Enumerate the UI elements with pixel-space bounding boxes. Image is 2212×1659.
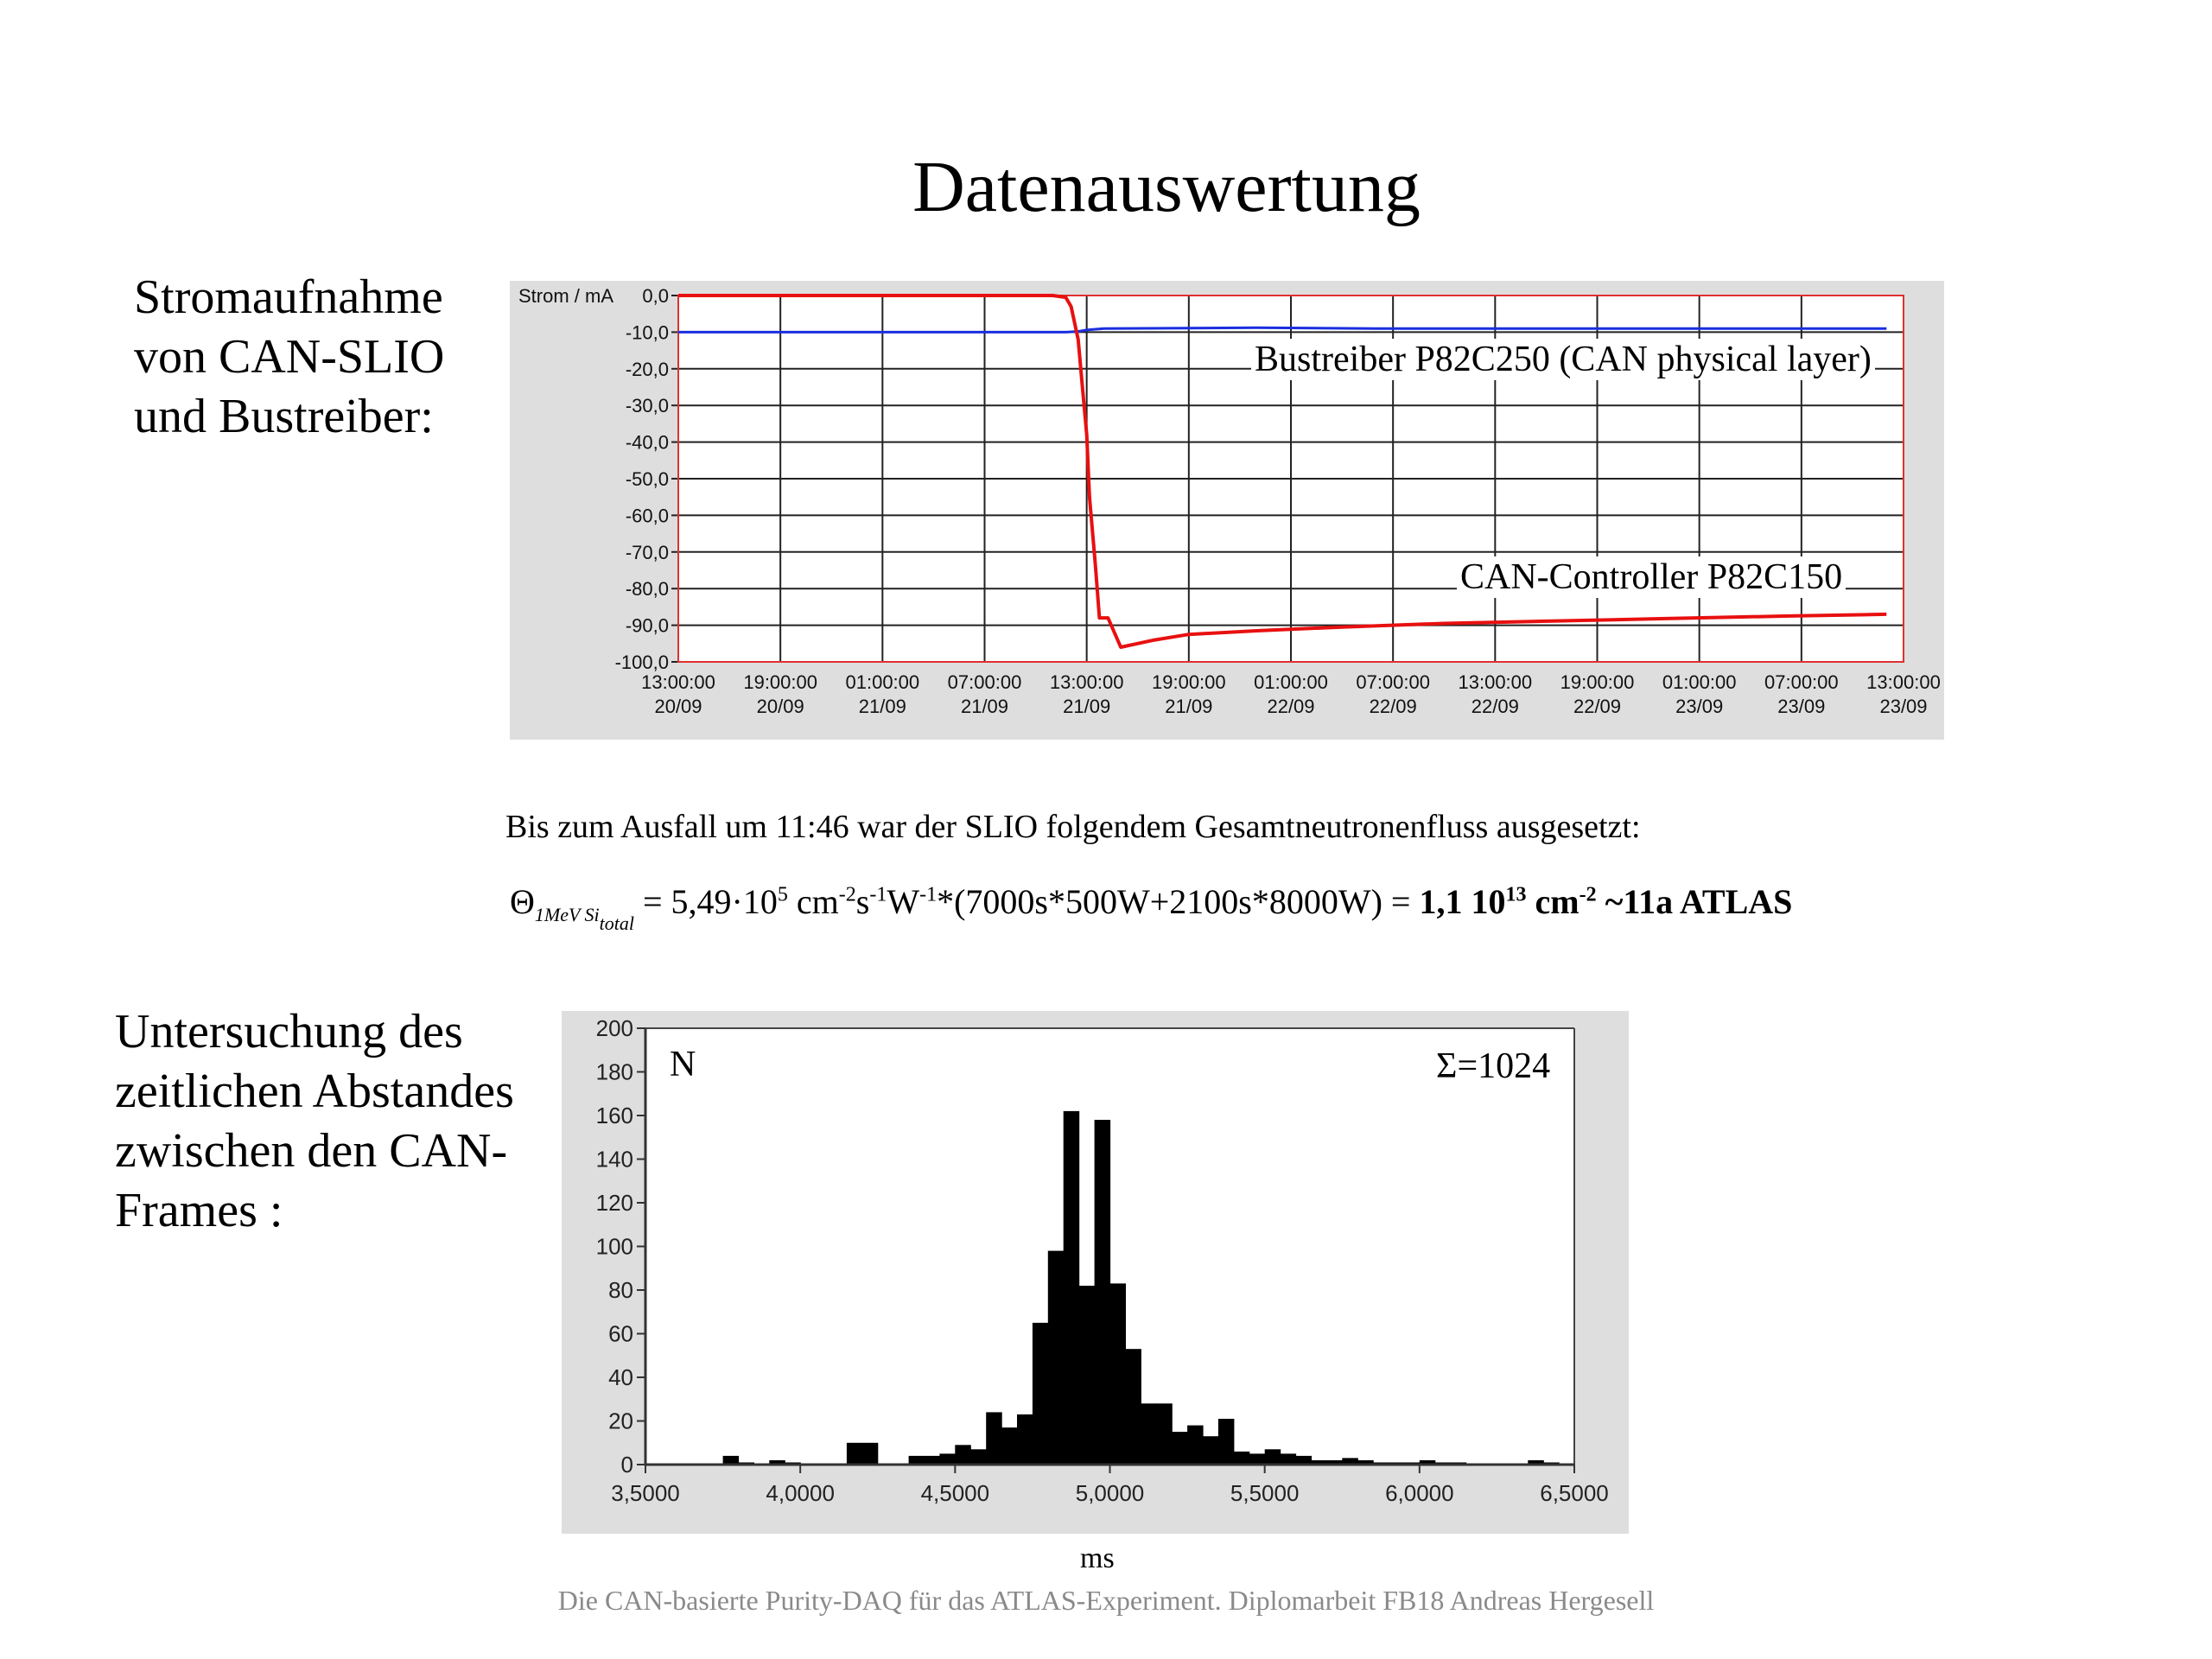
formula-part: s [855, 882, 870, 921]
section-label-line: von CAN-SLIO [134, 330, 445, 384]
y-tick-label: -100,0 [614, 652, 669, 673]
x-tick-label: 23/09 [1879, 696, 1928, 717]
histogram-bar [1203, 1436, 1219, 1465]
histogram-bar [1125, 1349, 1141, 1465]
x-tick-label: 07:00:00 [1356, 671, 1430, 693]
histogram-bar [862, 1443, 879, 1465]
histogram-bar [1033, 1323, 1049, 1465]
section-label-line: und Bustreiber: [134, 390, 434, 443]
histogram-panel [562, 1011, 1629, 1534]
x-tick-label: 4,0000 [766, 1480, 835, 1506]
theta-symbol: Θ [510, 882, 535, 921]
x-tick-label: 13:00:00 [641, 671, 715, 693]
histogram-bar [1281, 1453, 1297, 1465]
formula-exponent: 5 [777, 883, 788, 906]
x-tick-label: 01:00:00 [1254, 671, 1328, 693]
histogram-bar [970, 1449, 987, 1465]
histogram-bar [909, 1456, 925, 1465]
y-tick-label: -10,0 [625, 321, 669, 344]
histogram-bar [986, 1412, 1002, 1465]
y-tick-label: 200 [595, 1015, 633, 1041]
histogram-bar [1296, 1456, 1313, 1465]
histogram-bar [1172, 1432, 1188, 1465]
x-tick-label: 21/09 [1063, 696, 1111, 717]
page-title: Datenauswertung [912, 147, 1421, 227]
x-tick-label: 13:00:00 [1458, 671, 1533, 693]
x-tick-label: 4,5000 [920, 1480, 990, 1506]
section-label-line: Frames : [115, 1184, 283, 1237]
histogram-bar [1218, 1419, 1235, 1465]
y-tick-label: -20,0 [625, 358, 669, 380]
x-tick-label: 22/09 [1369, 696, 1417, 717]
series-label-bustreiber: Bustreiber P82C250 (CAN physical layer) [1251, 339, 1875, 380]
histogram-bar [1141, 1403, 1157, 1465]
x-tick-label: 22/09 [1573, 696, 1622, 717]
formula-exponent: -1 [869, 883, 887, 906]
histogram-bar [1001, 1427, 1018, 1465]
x-tick-label: 01:00:00 [845, 671, 920, 693]
y-tick-label: 0,0 [642, 285, 669, 307]
histogram-bar [955, 1445, 971, 1465]
y-tick-label: 20 [608, 1408, 633, 1434]
histogram-ylabel: N [670, 1045, 696, 1084]
x-tick-label: 22/09 [1471, 696, 1519, 717]
formula-part: 1,1 10 [1419, 882, 1506, 921]
histogram-chart [562, 1011, 1629, 1534]
histogram-xlabel: ms [1080, 1542, 1115, 1574]
formula-part: cm [787, 882, 839, 921]
y-tick-label: 0 [620, 1452, 633, 1478]
formula-part: = 5,49·10 [633, 882, 778, 921]
x-tick-label: 6,0000 [1385, 1480, 1454, 1506]
y-tick-label: 100 [595, 1233, 633, 1260]
formula-exponent: -2 [1579, 883, 1597, 906]
y-tick-label: -80,0 [625, 578, 669, 601]
x-tick-label: 13:00:00 [1049, 671, 1124, 693]
x-tick-label: 21/09 [1165, 696, 1213, 717]
histogram-bar [1017, 1414, 1033, 1465]
x-tick-label: 20/09 [654, 696, 702, 717]
formula-part: *(7000s*500W+2100s*8000W) = [937, 882, 1420, 921]
theta-subscript: 1MeV Si [534, 904, 600, 925]
histogram-bar [939, 1453, 956, 1465]
x-tick-label: 23/09 [1675, 696, 1724, 717]
x-tick-label: 22/09 [1267, 696, 1315, 717]
x-tick-label: 19:00:00 [1560, 671, 1635, 693]
y-tick-label: 140 [595, 1146, 633, 1173]
histogram-bar [1156, 1403, 1173, 1465]
y-tick-label: -70,0 [625, 541, 669, 563]
y-tick-label: 60 [608, 1320, 633, 1347]
histogram-bar [1234, 1452, 1250, 1465]
histogram-bar [847, 1443, 863, 1465]
x-tick-label: 13:00:00 [1866, 671, 1941, 693]
y-tick-label: -50,0 [625, 468, 669, 490]
section-label-current [134, 268, 444, 447]
x-tick-label: 5,0000 [1075, 1480, 1145, 1506]
y-tick-label: 40 [608, 1364, 633, 1390]
x-tick-label: 07:00:00 [947, 671, 1022, 693]
x-tick-label: 5,5000 [1230, 1480, 1300, 1506]
x-tick-label: 19:00:00 [1152, 671, 1226, 693]
section-label-line: Untersuchung des [115, 1005, 463, 1058]
histogram-bar [1095, 1120, 1111, 1465]
x-tick-label: 01:00:00 [1662, 671, 1737, 693]
y-tick-label: -40,0 [625, 431, 669, 454]
x-tick-label: 20/09 [756, 696, 804, 717]
theta-subscript-total: total [599, 912, 634, 934]
series-label-controller: CAN-Controller P82C150 [1457, 556, 1846, 598]
x-tick-label: 21/09 [858, 696, 906, 717]
histogram-bar [1079, 1286, 1096, 1465]
y-tick-label: 120 [595, 1190, 633, 1216]
x-tick-label: 21/09 [960, 696, 1009, 717]
formula-exponent: 13 [1505, 883, 1527, 906]
y-tick-label: -60,0 [625, 505, 669, 527]
y-tick-label: 180 [595, 1058, 633, 1085]
histogram-bar [1048, 1251, 1065, 1465]
section-label-line: Stromaufnahme [134, 270, 443, 324]
histogram-bar [1187, 1426, 1204, 1465]
formula-part: ~11a ATLAS [1596, 882, 1793, 921]
formula-result [1420, 882, 1793, 921]
histogram-bar [1064, 1111, 1080, 1465]
y-tick-label: -30,0 [625, 395, 669, 417]
histogram-bar [1110, 1283, 1127, 1465]
histogram-total-annotation: Σ=1024 [1436, 1047, 1571, 1085]
x-tick-label: 3,5000 [611, 1480, 680, 1506]
section-label-intervals [115, 1002, 514, 1241]
section-label-line: zeitlichen Abstandes [115, 1065, 514, 1118]
histogram-bar [723, 1456, 740, 1465]
formula-part: W [887, 882, 920, 921]
histogram-bar [925, 1456, 941, 1465]
x-tick-label: 23/09 [1777, 696, 1826, 717]
formula-exponent: -2 [838, 883, 856, 906]
formula-intro: Bis zum Ausfall um 11:46 war der SLIO folgendem Gesamtneutronenfluss ausgesetzt: [505, 809, 1641, 845]
formula-exponent: -1 [919, 883, 938, 906]
histogram-bar [1265, 1449, 1281, 1465]
y-tick-label: -90,0 [625, 614, 669, 637]
formula-part: cm [1526, 882, 1580, 921]
y-tick-label: 80 [608, 1277, 633, 1303]
flux-formula [510, 881, 1793, 934]
histogram-bar [1249, 1453, 1266, 1465]
x-tick-label: 19:00:00 [743, 671, 817, 693]
section-label-line: zwischen den CAN- [115, 1124, 508, 1178]
y-axis-label: Strom / mA [518, 285, 614, 307]
x-tick-label: 07:00:00 [1764, 671, 1839, 693]
x-tick-label: 6,5000 [1540, 1480, 1609, 1506]
footer-citation: Die CAN-basierte Purity-DAQ für das ATLAS-Experiment. Diplomarbeit FB18 Andreas Hergesell [557, 1585, 1655, 1616]
y-tick-label: 160 [595, 1103, 633, 1128]
